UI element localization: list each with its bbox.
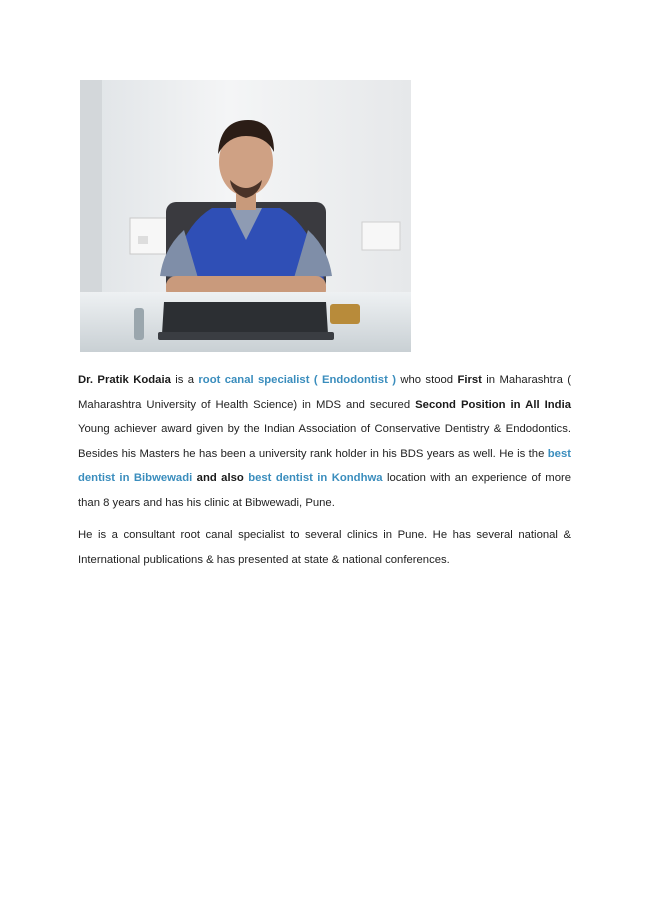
doctor-name: Dr. Pratik Kodaia bbox=[78, 374, 171, 386]
bio-text: location with an experience of more than 8 years and has his clinic at Bibwewadi, Pune. bbox=[78, 472, 572, 509]
bio-text: Young achiever award given by the Indian Association of Conservative Dentistry & Endodontics. Besides his Masters he has been a university rank holder in his BDS years as well. He is the bbox=[78, 423, 571, 460]
bio-text: is a bbox=[170, 374, 199, 386]
and-also-text: and also bbox=[192, 472, 244, 484]
doctor-bio bbox=[78, 368, 571, 580]
root-canal-specialist-link[interactable]: root canal specialist ( Endodontist ) bbox=[198, 374, 396, 386]
consultant-paragraph: He is a consultant root canal specialist to several clinics in Pune. He has several national & International publications & has presented at state & national conferences. bbox=[78, 529, 571, 566]
doctor-photo-illustration bbox=[80, 80, 411, 352]
bio-text: in Maharashtra ( Maharashtra University of Health Science) in MDS and secured bbox=[78, 374, 571, 411]
bio-paragraph bbox=[78, 368, 571, 515]
second-position-highlight: Second Position in All India bbox=[415, 398, 571, 411]
bio-text: who stood bbox=[395, 374, 458, 386]
doctor-photo bbox=[80, 80, 411, 352]
best-dentist-bibwewadi-link[interactable]: best dentist in Bibwewadi bbox=[78, 447, 571, 484]
first-highlight: First bbox=[457, 374, 482, 386]
best-dentist-kondhwa-link[interactable]: best dentist in Kondhwa bbox=[248, 472, 383, 484]
